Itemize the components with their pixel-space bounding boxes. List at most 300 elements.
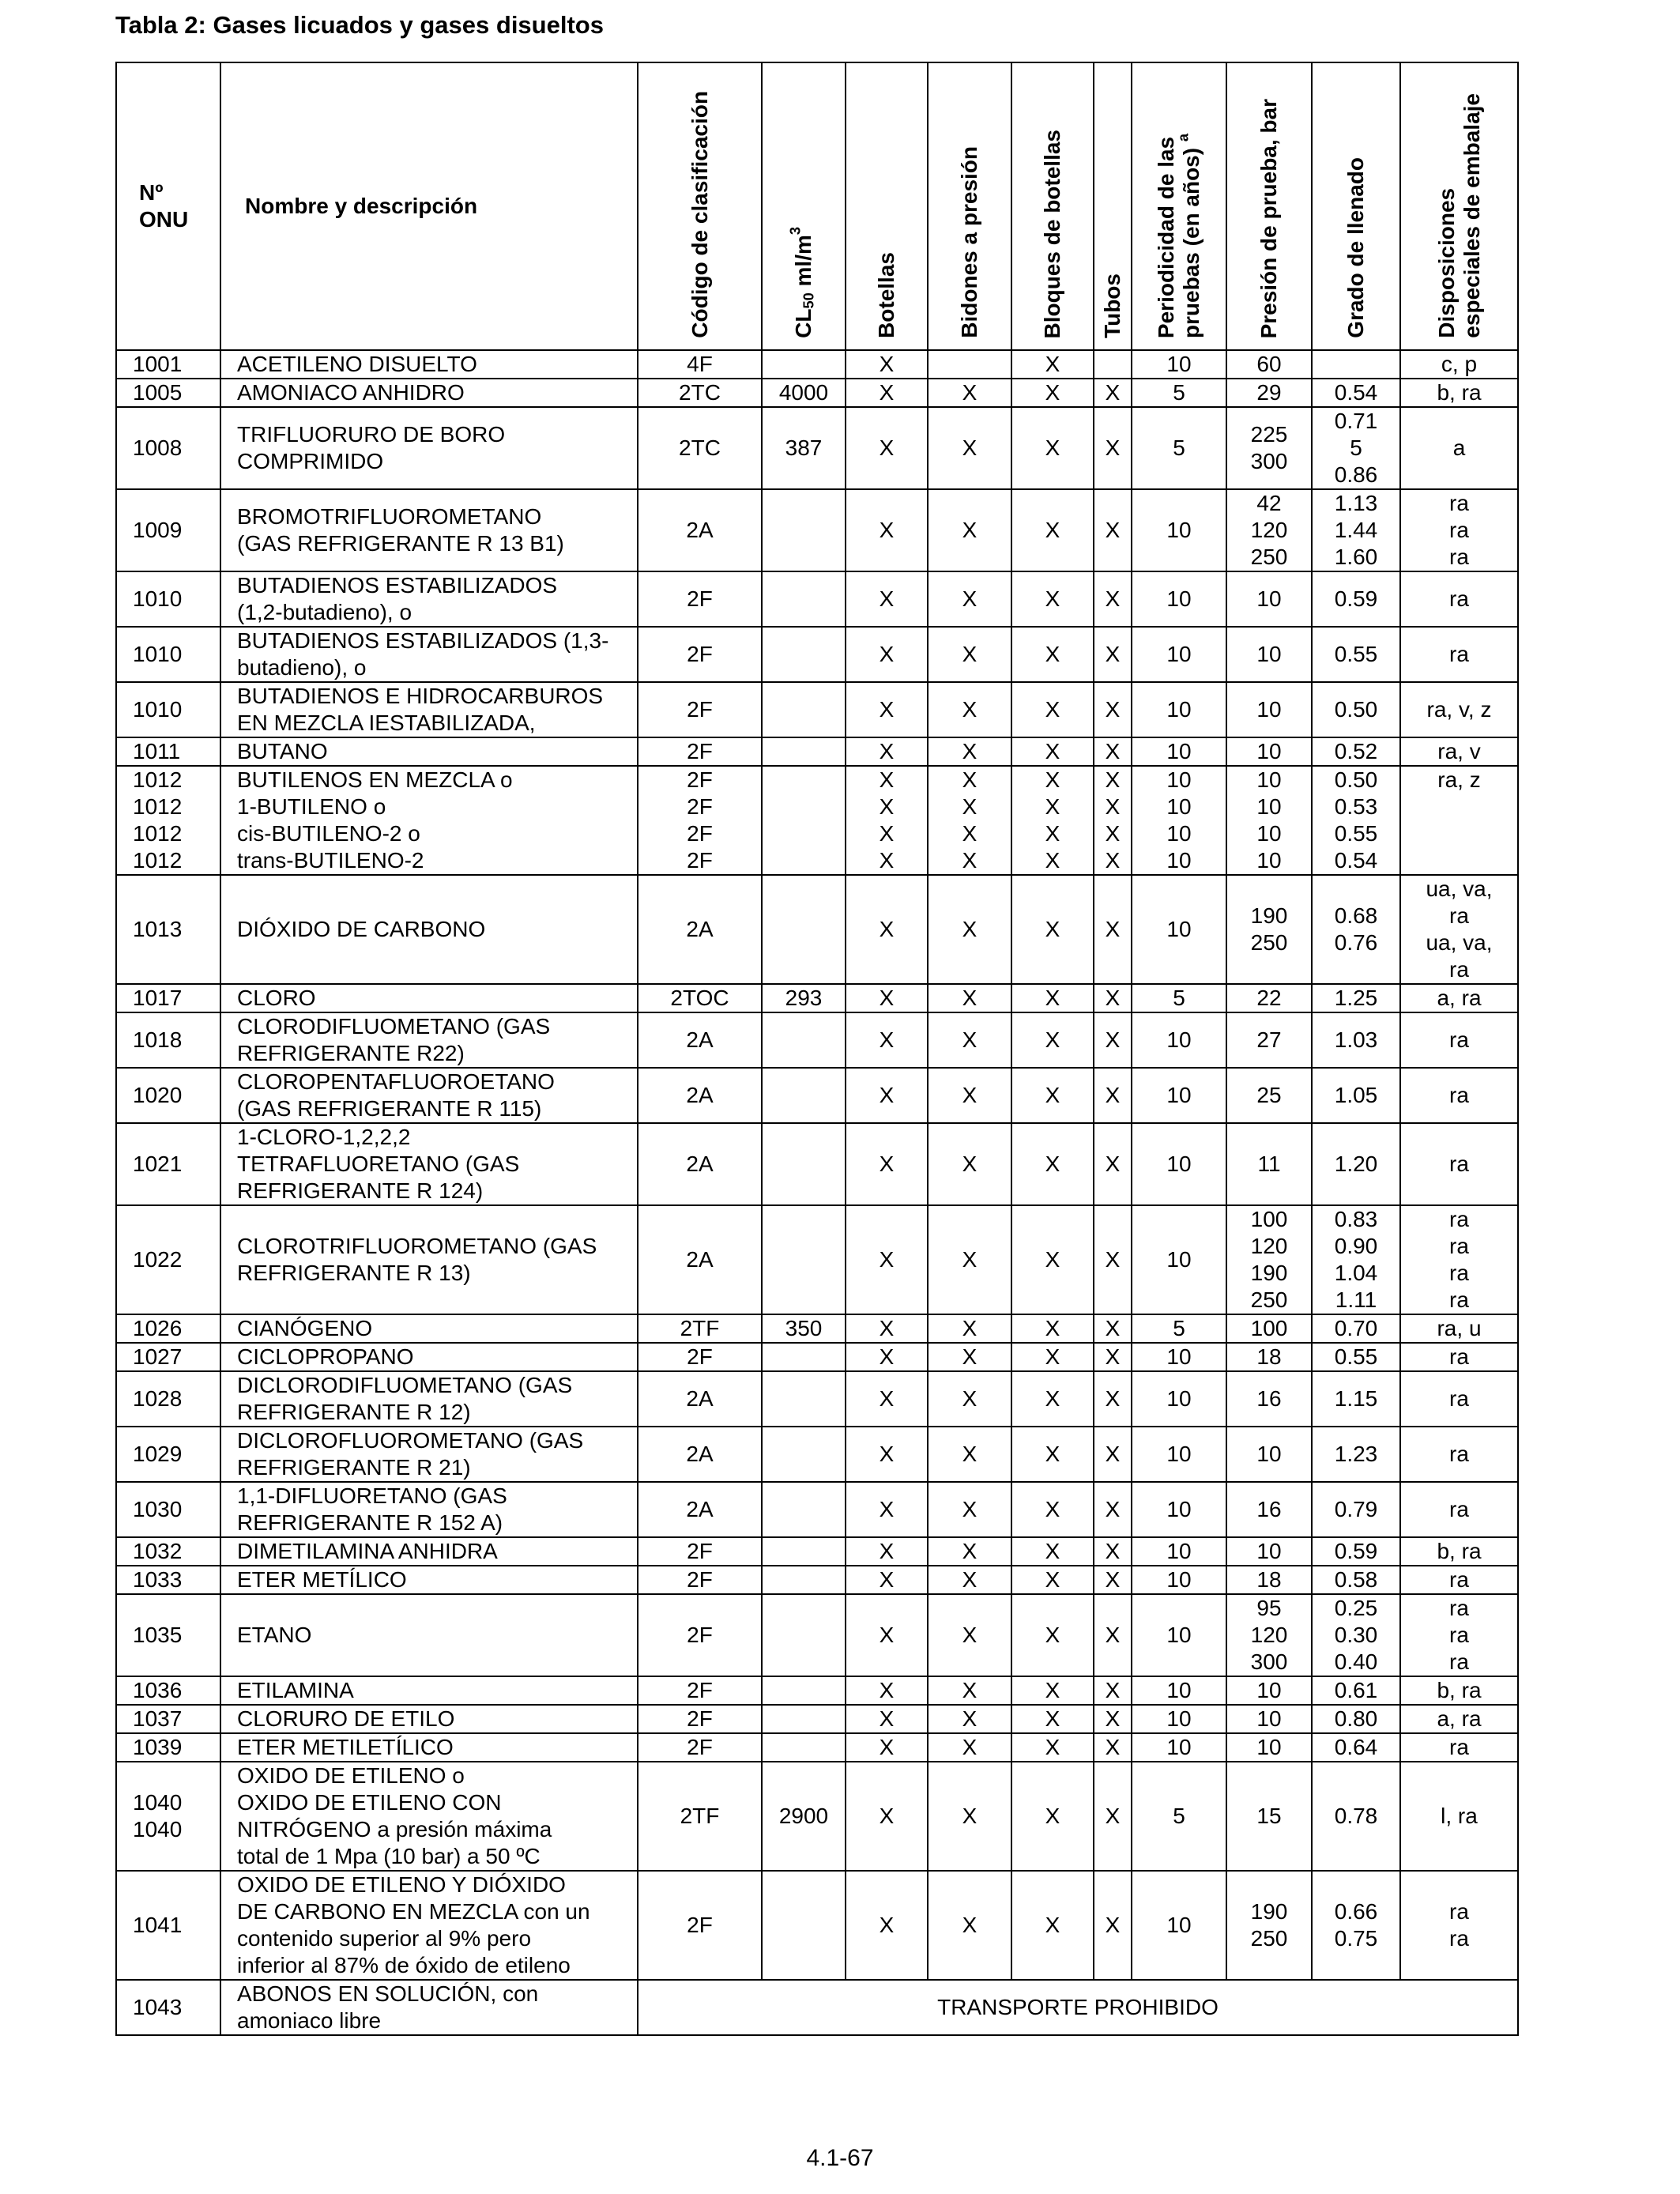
pressure-line: 120 — [1250, 518, 1288, 542]
cl50-line: 350 — [785, 1316, 823, 1340]
cell-bloques — [1011, 1594, 1094, 1676]
cell-tubos — [1094, 1537, 1132, 1566]
bidones-line: X — [962, 1497, 977, 1521]
bidones-line: X — [962, 1152, 977, 1176]
cell-special — [1400, 1676, 1518, 1705]
cell-code — [638, 875, 762, 984]
fill-line: 0.80 — [1334, 1706, 1378, 1731]
special-line: ra — [1449, 1083, 1469, 1107]
pressure-line: 10 — [1256, 1735, 1282, 1759]
special-line: ra, u — [1437, 1316, 1482, 1340]
cell-botellas — [846, 1068, 928, 1123]
cell-period — [1132, 571, 1226, 627]
table-row — [116, 1537, 1518, 1566]
bloques-line: X — [1045, 1152, 1060, 1176]
fill-line: 0.61 — [1334, 1678, 1378, 1702]
pressure-line: 100 — [1250, 1316, 1288, 1340]
cell-botellas — [846, 1314, 928, 1343]
period-line: 10 — [1166, 848, 1192, 873]
fill-line: 1.13 — [1334, 491, 1378, 515]
special-line: ra — [1449, 1623, 1469, 1647]
cell-pressure — [1226, 1762, 1312, 1871]
cell-cl50 — [762, 407, 846, 489]
header-bloques-label: Bloques de botellas — [1040, 129, 1064, 338]
cell-fill — [1312, 379, 1400, 407]
cell-botellas — [846, 1762, 928, 1871]
cell-fill — [1312, 1594, 1400, 1676]
cell-botellas — [846, 1427, 928, 1482]
onu-line: 1026 — [133, 1316, 183, 1340]
cell-fill — [1312, 571, 1400, 627]
pressure-line: 10 — [1256, 1706, 1282, 1731]
cell-fill — [1312, 737, 1400, 766]
cell-special — [1400, 1068, 1518, 1123]
botellas-line: X — [879, 739, 895, 763]
pressure-line: 10 — [1256, 794, 1282, 819]
cell-tubos — [1094, 1733, 1132, 1762]
special-line: ra — [1449, 1027, 1469, 1052]
cell-special — [1400, 1427, 1518, 1482]
cell-name — [220, 1482, 638, 1537]
table-row — [116, 1733, 1518, 1762]
fill-line: 0.66 — [1334, 1899, 1378, 1924]
cl50-line — [763, 1344, 845, 1370]
code-line: 2TF — [680, 1804, 720, 1828]
special-line: ra — [1449, 957, 1469, 982]
cell-fill — [1312, 350, 1400, 379]
cell-fill — [1312, 1762, 1400, 1871]
table-row — [116, 1427, 1518, 1482]
cl50-line — [763, 586, 845, 613]
cell-code — [638, 1733, 762, 1762]
cell-fill — [1312, 1705, 1400, 1733]
cell-onu — [116, 984, 220, 1012]
cell-special — [1400, 1871, 1518, 1980]
name-line: 1-CLORO-1,2,2,2 — [237, 1125, 411, 1149]
cell-pressure — [1226, 1871, 1312, 1980]
tubos-line: X — [1105, 1386, 1121, 1411]
header-disposiciones-line2: especiales de embalaje — [1459, 93, 1484, 338]
pressure-line: 10 — [1256, 586, 1282, 611]
cell-special — [1400, 627, 1518, 682]
cl50-line — [763, 916, 845, 943]
name-line: 1-BUTILENO o — [237, 794, 386, 819]
special-line: ra — [1449, 586, 1469, 611]
cell-special — [1400, 1123, 1518, 1205]
cell-cl50 — [762, 1343, 846, 1371]
code-line: 4F — [687, 352, 713, 376]
cell-tubos — [1094, 682, 1132, 737]
tubos-line: X — [1105, 1706, 1121, 1731]
fill-line: 0.59 — [1334, 1539, 1378, 1563]
onu-line: 1030 — [133, 1497, 183, 1521]
period-line: 10 — [1166, 518, 1192, 542]
cell-tubos — [1094, 1343, 1132, 1371]
cell-code — [638, 737, 762, 766]
special-line: a, ra — [1437, 1706, 1482, 1731]
cell-code — [638, 766, 762, 875]
fill-line: 0.68 — [1334, 903, 1378, 928]
cell-special — [1400, 489, 1518, 571]
cell-cl50 — [762, 1427, 846, 1482]
cell-bidones — [928, 875, 1011, 984]
fill-line: 0.50 — [1334, 767, 1378, 792]
cell-cl50 — [762, 1566, 846, 1594]
name-line: (GAS REFRIGERANTE R 13 B1) — [237, 531, 564, 556]
cell-fill — [1312, 1123, 1400, 1205]
pressure-line: 29 — [1256, 380, 1282, 405]
cell-botellas — [846, 1733, 928, 1762]
cell-period — [1132, 1427, 1226, 1482]
bidones-line: X — [962, 1083, 977, 1107]
tubos-line: X — [1105, 1913, 1121, 1937]
cell-onu — [116, 350, 220, 379]
fill-line: 0.76 — [1334, 930, 1378, 955]
botellas-line: X — [879, 1442, 895, 1466]
bidones-line: X — [962, 1735, 977, 1759]
onu-line: 1021 — [133, 1152, 183, 1176]
cell-tubos — [1094, 1705, 1132, 1733]
period-line: 10 — [1166, 1567, 1192, 1592]
cl50-line — [763, 1734, 845, 1761]
cell-fill — [1312, 627, 1400, 682]
cell-bloques — [1011, 571, 1094, 627]
pressure-line: 250 — [1250, 1926, 1288, 1951]
cell-fill — [1312, 489, 1400, 571]
table-row — [116, 984, 1518, 1012]
tubos-line: X — [1105, 1623, 1121, 1647]
cl50-line — [763, 1566, 845, 1593]
cell-bidones — [928, 379, 1011, 407]
cell-special — [1400, 682, 1518, 737]
cell-period — [1132, 1343, 1226, 1371]
onu-line: 1012 — [133, 794, 183, 819]
name-line: ETANO — [237, 1623, 312, 1647]
cell-onu — [116, 1733, 220, 1762]
tubos-line: X — [1105, 1442, 1121, 1466]
cell-tubos — [1094, 1012, 1132, 1068]
onu-line: 1028 — [133, 1386, 183, 1411]
cell-onu — [116, 1537, 220, 1566]
pressure-line: 10 — [1256, 1539, 1282, 1563]
cell-fill — [1312, 1068, 1400, 1123]
pressure-line: 10 — [1256, 821, 1282, 846]
code-line: 2F — [687, 794, 713, 819]
bidones-line: X — [962, 1623, 977, 1647]
cell-botellas — [846, 1482, 928, 1537]
cell-code — [638, 1012, 762, 1068]
special-line: ra — [1449, 1649, 1469, 1674]
cell-pressure — [1226, 379, 1312, 407]
cl50-line: 4000 — [778, 380, 829, 405]
onu-line: 1039 — [133, 1735, 183, 1759]
special-line: ra — [1449, 1926, 1469, 1951]
fill-line: 0.64 — [1334, 1735, 1378, 1759]
tubos-line: X — [1105, 1344, 1121, 1369]
cell-period — [1132, 1537, 1226, 1566]
cell-botellas — [846, 379, 928, 407]
cell-pressure — [1226, 407, 1312, 489]
name-line: TETRAFLUORETANO (GAS — [237, 1152, 520, 1176]
pressure-line: 18 — [1256, 1344, 1282, 1369]
cell-name — [220, 1980, 638, 2035]
cell-period — [1132, 984, 1226, 1012]
cell-name — [220, 489, 638, 571]
cell-bloques — [1011, 1871, 1094, 1980]
header-periodicidad-label — [1154, 126, 1204, 343]
name-line: BROMOTRIFLUOROMETANO — [237, 504, 542, 529]
fill-line: 0.70 — [1334, 1316, 1378, 1340]
cell-pressure — [1226, 1205, 1312, 1314]
onu-line: 1040 — [133, 1817, 183, 1842]
special-line: l, ra — [1441, 1804, 1478, 1828]
cell-name — [220, 1871, 638, 1980]
code-line: 2A — [686, 917, 714, 941]
header-disposiciones-line1: Disposiciones — [1433, 188, 1459, 338]
name-line: cis-BUTILENO-2 o — [237, 821, 420, 846]
period-line: 10 — [1166, 1386, 1192, 1411]
code-line: 2F — [687, 1344, 713, 1369]
code-line: 2F — [687, 586, 713, 611]
cell-period — [1132, 489, 1226, 571]
cell-tubos — [1094, 1314, 1132, 1343]
tubos-line: X — [1105, 821, 1121, 846]
pressure-line: 225 — [1250, 422, 1288, 447]
cell-tubos — [1094, 1676, 1132, 1705]
table-row — [116, 1762, 1518, 1871]
table-row — [116, 1566, 1518, 1594]
fill-line: 0.50 — [1334, 697, 1378, 722]
cell-code — [638, 682, 762, 737]
special-line: ra — [1449, 491, 1469, 515]
cell-period — [1132, 737, 1226, 766]
cl50-line — [763, 1385, 845, 1412]
cell-pressure — [1226, 1566, 1312, 1594]
pressure-line: 10 — [1256, 739, 1282, 763]
fill-line: 1.60 — [1334, 545, 1378, 569]
table-row — [116, 379, 1518, 407]
cl50-line — [763, 738, 845, 765]
period-line: 10 — [1166, 697, 1192, 722]
cell-onu — [116, 1482, 220, 1537]
cell-name — [220, 737, 638, 766]
cell-onu — [116, 1427, 220, 1482]
cell-special — [1400, 1537, 1518, 1566]
period-line: 10 — [1166, 1735, 1192, 1759]
cell-code — [638, 1343, 762, 1371]
tubos-line: X — [1105, 1083, 1121, 1107]
bidones-line: X — [962, 1913, 977, 1937]
name-line: DIMETILAMINA ANHIDRA — [237, 1539, 498, 1563]
cell-cl50 — [762, 766, 846, 875]
period-line: 10 — [1166, 1623, 1192, 1647]
cell-tubos — [1094, 737, 1132, 766]
fill-line: 0.54 — [1334, 848, 1378, 873]
cell-period — [1132, 1371, 1226, 1427]
tubos-line: X — [1105, 1804, 1121, 1828]
cell-name — [220, 1705, 638, 1733]
bloques-line: X — [1045, 1316, 1060, 1340]
cell-cl50 — [762, 379, 846, 407]
cell-special — [1400, 1012, 1518, 1068]
botellas-line: X — [879, 435, 895, 460]
cell-name — [220, 1343, 638, 1371]
cell-onu — [116, 1566, 220, 1594]
cl50-line — [763, 351, 845, 378]
pressure-line: 10 — [1256, 642, 1282, 666]
cell-tubos — [1094, 379, 1132, 407]
cell-botellas — [846, 875, 928, 984]
name-line: contenido superior al 9% pero — [237, 1926, 532, 1951]
fill-line: 0.75 — [1334, 1926, 1378, 1951]
name-line: ETER METILETÍLICO — [237, 1735, 454, 1759]
code-line: 2F — [687, 821, 713, 846]
cell-pressure — [1226, 571, 1312, 627]
special-line: ra — [1449, 642, 1469, 666]
code-line: 2F — [687, 739, 713, 763]
cell-bloques — [1011, 379, 1094, 407]
cell-cl50 — [762, 984, 846, 1012]
tubos-line: X — [1105, 1247, 1121, 1272]
name-line: REFRIGERANTE R 124) — [237, 1178, 484, 1203]
cell-name — [220, 984, 638, 1012]
pressure-line: 22 — [1256, 986, 1282, 1010]
table-row — [116, 350, 1518, 379]
cl50-line — [763, 1677, 845, 1704]
bloques-line: X — [1045, 1027, 1060, 1052]
cell-fill — [1312, 984, 1400, 1012]
cell-code — [638, 407, 762, 489]
bidones-line: X — [962, 642, 977, 666]
cl50-line: 293 — [785, 986, 823, 1010]
cell-botellas — [846, 737, 928, 766]
cell-cl50 — [762, 1068, 846, 1123]
page-number: 4.1-67 — [806, 2145, 874, 2171]
botellas-line: X — [879, 518, 895, 542]
cell-bloques — [1011, 350, 1094, 379]
cell-name — [220, 766, 638, 875]
cell-bidones — [928, 1012, 1011, 1068]
cell-bidones — [928, 1068, 1011, 1123]
bloques-line: X — [1045, 848, 1060, 873]
name-line: AMONIACO ANHIDRO — [237, 380, 465, 405]
cell-cl50 — [762, 571, 846, 627]
tubos-line: X — [1105, 1678, 1121, 1702]
cell-bloques — [1011, 766, 1094, 875]
period-line: 10 — [1166, 642, 1192, 666]
name-line: DICLOROFLUOROMETANO (GAS — [237, 1428, 584, 1453]
cell-special — [1400, 1733, 1518, 1762]
bidones-line: X — [962, 1678, 977, 1702]
cell-tubos — [1094, 1871, 1132, 1980]
cell-period — [1132, 1012, 1226, 1068]
bloques-line: X — [1045, 1706, 1060, 1731]
bidones-line: X — [962, 1567, 977, 1592]
period-line: 10 — [1166, 352, 1192, 376]
onu-line: 1017 — [133, 986, 183, 1010]
cl50-line — [763, 1622, 845, 1649]
botellas-line: X — [879, 848, 895, 873]
page-title: Tabla 2: Gases licuados y gases disueltos — [115, 11, 604, 39]
fill-line: 0.55 — [1334, 821, 1378, 846]
onu-line: 1012 — [133, 767, 183, 792]
special-line: ra — [1449, 1567, 1469, 1592]
gases-table — [115, 62, 1519, 2036]
header-botellas-label: Botellas — [874, 252, 898, 338]
pressure-line: 95 — [1256, 1596, 1282, 1620]
cell-cl50 — [762, 737, 846, 766]
name-line: butadieno), o — [237, 655, 367, 680]
period-line: 5 — [1173, 435, 1185, 460]
pressure-line: 250 — [1250, 1287, 1288, 1312]
cl50-line: 387 — [785, 435, 823, 460]
cell-bloques — [1011, 489, 1094, 571]
bidones-line: X — [962, 1706, 977, 1731]
bloques-line: X — [1045, 697, 1060, 722]
special-line: ra — [1449, 1596, 1469, 1620]
cell-onu — [116, 1068, 220, 1123]
bloques-line: X — [1045, 1083, 1060, 1107]
cell-bloques — [1011, 737, 1094, 766]
period-line: 10 — [1166, 1344, 1192, 1369]
cell-cl50 — [762, 1371, 846, 1427]
pressure-line: 10 — [1256, 697, 1282, 722]
special-line: ra — [1449, 545, 1469, 569]
pressure-line: 27 — [1256, 1027, 1282, 1052]
cell-onu — [116, 1980, 220, 2035]
pressure-line: 42 — [1256, 491, 1282, 515]
special-line: ra — [1449, 1442, 1469, 1466]
cell-period — [1132, 627, 1226, 682]
cell-cl50 — [762, 1205, 846, 1314]
header-grado-label: Grado de llenado — [1343, 157, 1368, 338]
cl50-line — [763, 1441, 845, 1468]
botellas-line: X — [879, 917, 895, 941]
bloques-line: X — [1045, 1386, 1060, 1411]
code-line: 2F — [687, 1706, 713, 1731]
special-line: b, ra — [1437, 380, 1482, 405]
cell-tubos — [1094, 627, 1132, 682]
header-presion — [1226, 62, 1312, 350]
name-line: OXIDO DE ETILENO o — [237, 1763, 465, 1788]
cell-special — [1400, 737, 1518, 766]
code-line: 2A — [686, 1442, 714, 1466]
header-periodicidad — [1132, 62, 1226, 350]
cell-special — [1400, 1705, 1518, 1733]
botellas-line: X — [879, 1913, 895, 1937]
cell-name — [220, 350, 638, 379]
cell-onu — [116, 737, 220, 766]
cell-bloques — [1011, 1733, 1094, 1762]
cell-bidones — [928, 489, 1011, 571]
special-line: ra — [1449, 1497, 1469, 1521]
header-cl50-unit: ml/m — [791, 235, 816, 287]
bloques-line: X — [1045, 435, 1060, 460]
code-line: 2F — [687, 1678, 713, 1702]
bidones-line: X — [962, 1539, 977, 1563]
cell-fill — [1312, 1012, 1400, 1068]
cell-code — [638, 1205, 762, 1314]
cell-name — [220, 1068, 638, 1123]
cell-code — [638, 1123, 762, 1205]
cell-pressure — [1226, 1012, 1312, 1068]
cell-period — [1132, 1733, 1226, 1762]
period-line: 10 — [1166, 917, 1192, 941]
header-cl50-label — [787, 219, 817, 343]
cl50-line — [763, 1706, 845, 1732]
table-row — [116, 1594, 1518, 1676]
cell-bidones — [928, 1762, 1011, 1871]
